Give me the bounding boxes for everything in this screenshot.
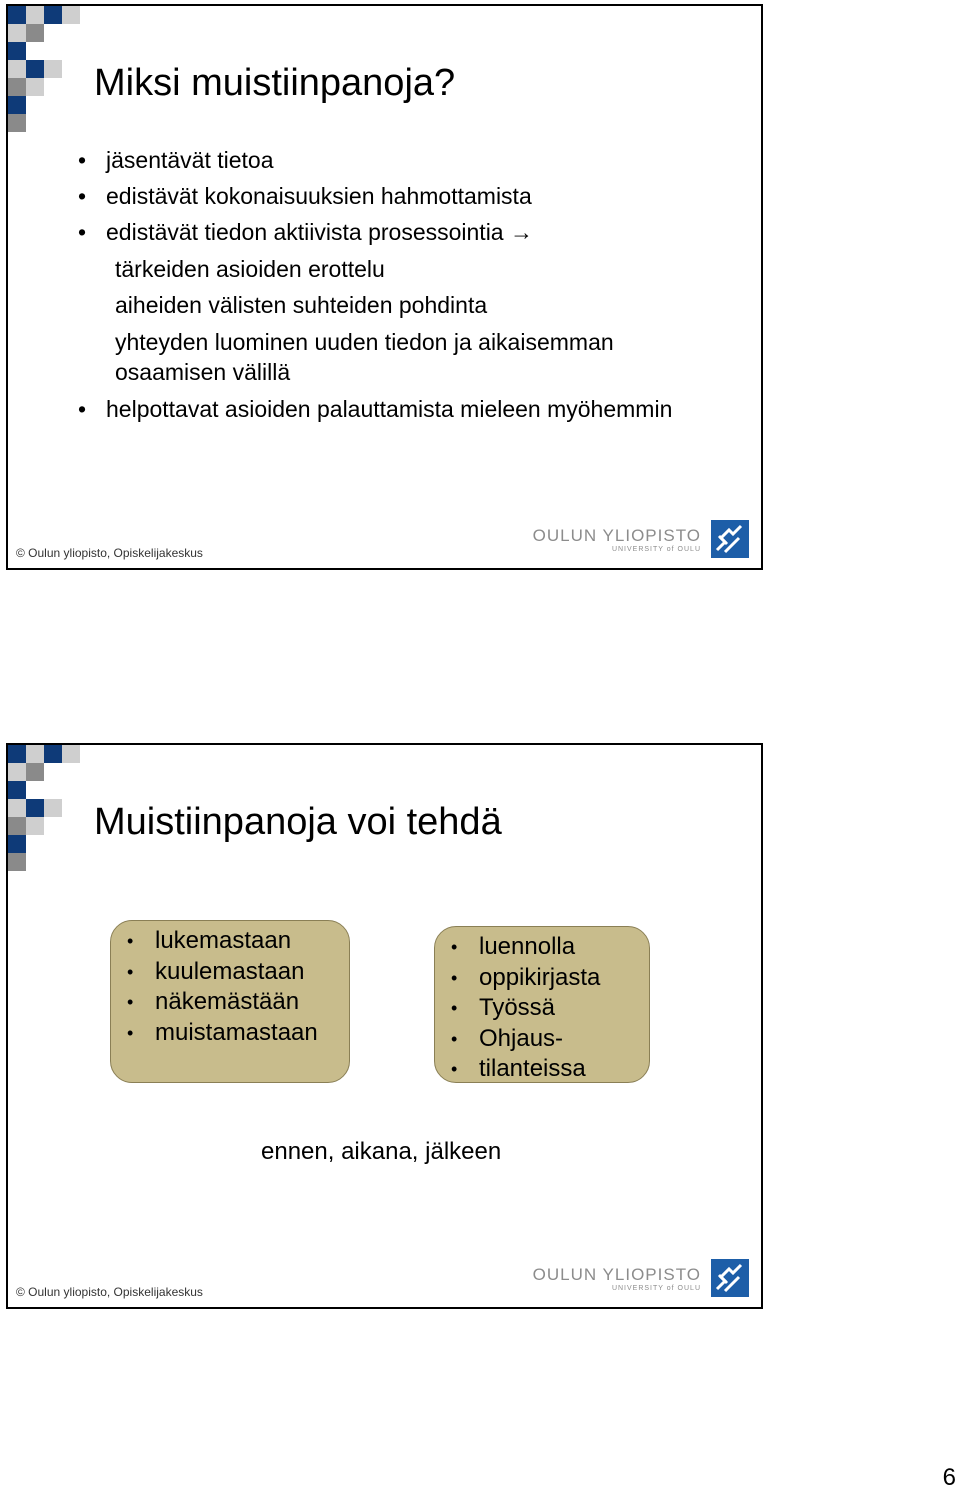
slide-2	[6, 743, 763, 1309]
corner-squares-decoration	[8, 745, 88, 885]
list-item: • oppikirjasta	[435, 963, 649, 994]
bullet-icon: •	[78, 396, 87, 422]
list-item: • muistamastaan	[111, 1018, 349, 1049]
corner-squares-decoration	[8, 6, 88, 146]
copyright-footer: © Oulun yliopisto, Opiskelijakeskus	[16, 1285, 203, 1299]
slide-title: Miksi muistiinpanoja?	[94, 62, 456, 104]
university-logo-icon	[711, 1259, 749, 1297]
sub-item: yhteyden luominen uuden tiedon ja aikaisemman	[115, 329, 614, 355]
university-logo-text: OULUN YLIOPISTO UNIVERSITY of OULU	[532, 526, 701, 553]
copyright-footer: © Oulun yliopisto, Opiskelijakeskus	[16, 546, 203, 560]
bullet-icon: •	[78, 183, 87, 209]
list-item: • Ohjaus-	[435, 1024, 649, 1055]
list-item: • lukemastaan	[111, 926, 349, 957]
page-number: 6	[942, 1464, 956, 1491]
situations-box	[434, 926, 650, 1083]
sources-box	[110, 920, 350, 1083]
sub-item: aiheiden välisten suhteiden pohdinta	[115, 292, 488, 318]
university-logo-text: OULUN YLIOPISTO UNIVERSITY of OULU	[532, 1265, 701, 1292]
sub-item: tärkeiden asioiden erottelu	[115, 256, 385, 282]
university-logo-icon	[711, 520, 749, 558]
bullet-icon: •	[78, 219, 87, 245]
bullet-icon: •	[78, 147, 87, 173]
timing-text: ennen, aikana, jälkeen	[261, 1138, 502, 1165]
list-item: • tilanteissa	[435, 1054, 649, 1083]
list-item: • Työssä	[435, 993, 649, 1024]
list-item: • luennolla	[435, 932, 649, 963]
slide-1: Miksi muistiinpanoja? • jäsentävät tietoa • edistävät kokonaisuuksien hahmottamista • edistävät tiedon aktiivista prosessointia → tärkeiden asioiden erottelu aiheiden välisten suhteiden pohdinta yhteyden luominen uuden tiedon ja aikaisemman osaamisen välillä • helpottavat asioiden palauttamista mieleen myöhemmin © Oulun yliopisto, Opiskelijakeskus OULUN YLIOPISTO UNIVERSITY of OULU	[6, 4, 763, 570]
list-item: • kuulemastaan	[111, 957, 349, 988]
slide-title: Muistiinpanoja voi tehdä	[94, 801, 502, 843]
list-item: • näkemästään	[111, 987, 349, 1018]
sub-item: osaamisen välillä	[115, 359, 291, 385]
